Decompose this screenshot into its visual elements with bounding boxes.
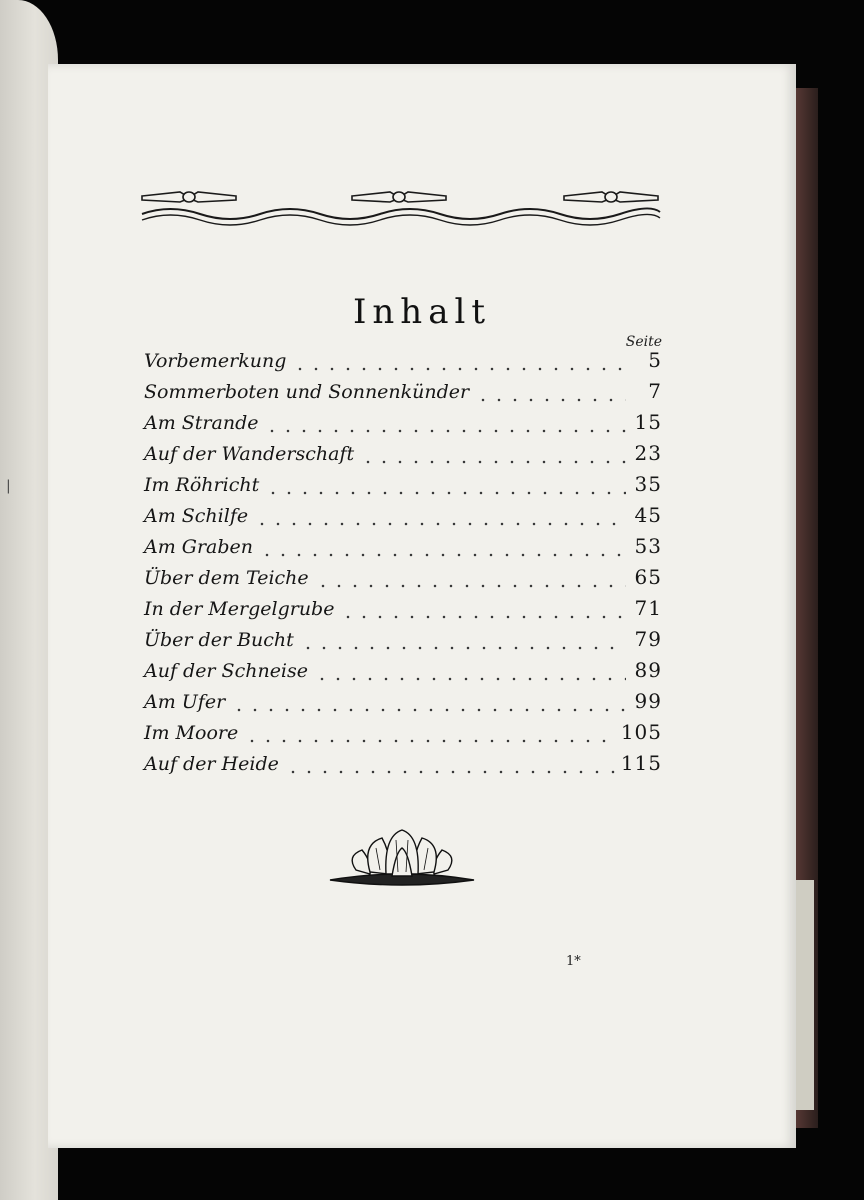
toc-entry-title: Am Schilfe [144, 505, 249, 527]
toc-entry-title: Vorbemerkung [144, 350, 287, 372]
toc-entry [144, 689, 662, 720]
dot-leader [259, 553, 626, 557]
toc-entry-page: 79 [634, 627, 662, 651]
toc-entry-title: Am Graben [144, 536, 254, 558]
toc-entry [144, 441, 662, 472]
toc-entry-title: Über der Bucht [144, 629, 294, 651]
toc-entry-page: 65 [634, 565, 662, 589]
toc-entry [144, 379, 662, 410]
toc-entry-page: 23 [634, 441, 662, 465]
facing-page-mark: | [6, 478, 11, 494]
toc-entry [144, 348, 662, 379]
page-number: 1* [566, 954, 581, 969]
dot-leader [300, 646, 626, 650]
toc-entry-page: 71 [634, 596, 662, 620]
toc-entry-page: 99 [634, 689, 662, 713]
dot-leader [265, 491, 626, 495]
toc-entry [144, 410, 662, 441]
toc-entry-title: Im Moore [144, 722, 239, 744]
dot-leader [314, 677, 626, 681]
toc-entry-title: Am Strande [144, 412, 259, 434]
toc-entry [144, 472, 662, 503]
toc-entry-title: Sommerboten und Sonnenkünder [144, 381, 470, 403]
toc-entry [144, 751, 662, 782]
toc-entry-page: 89 [634, 658, 662, 682]
toc-entry-page: 35 [634, 472, 662, 496]
toc-entry-title: Im Röhricht [144, 474, 260, 496]
dot-leader [475, 398, 626, 402]
toc-entry-page: 105 [620, 720, 662, 744]
page-column-label: Seite [625, 334, 662, 350]
toc-entry-title: Auf der Schneise [144, 660, 309, 682]
toc-entry-page: 53 [634, 534, 662, 558]
toc-entry [144, 720, 662, 751]
toc-entry-page: 5 [648, 348, 662, 372]
toc-entry [144, 658, 662, 689]
dot-leader [231, 708, 626, 712]
dot-leader [340, 615, 626, 619]
toc-entry-page: 45 [634, 503, 662, 527]
toc-entry-title: Auf der Wanderschaft [144, 443, 355, 465]
toc-entry-page: 115 [620, 751, 662, 775]
toc-entry [144, 565, 662, 596]
toc-entry-page: 15 [634, 410, 662, 434]
dot-leader [264, 429, 626, 433]
dot-leader [244, 739, 615, 743]
page-title: Inhalt [352, 292, 492, 332]
toc-entry-title: In der Mergelgrube [144, 598, 335, 620]
toc-entry-title: Auf der Heide [144, 753, 279, 775]
dot-leader [285, 770, 615, 774]
toc-entry [144, 503, 662, 534]
dot-leader [292, 367, 626, 371]
table-of-contents [144, 348, 662, 782]
dot-leader [360, 460, 626, 464]
toc-entry [144, 534, 662, 565]
toc-entry-page: 7 [648, 379, 662, 403]
dot-leader [254, 522, 626, 526]
toc-entry [144, 596, 662, 627]
toc-entry-title: Über dem Teiche [144, 567, 309, 589]
toc-entry-title: Am Ufer [144, 691, 226, 713]
ribbon-wave-ornament [140, 186, 662, 226]
toc-entry [144, 627, 662, 658]
water-lily-vignette [326, 828, 478, 894]
dot-leader [315, 584, 626, 588]
book-page [48, 64, 796, 1148]
